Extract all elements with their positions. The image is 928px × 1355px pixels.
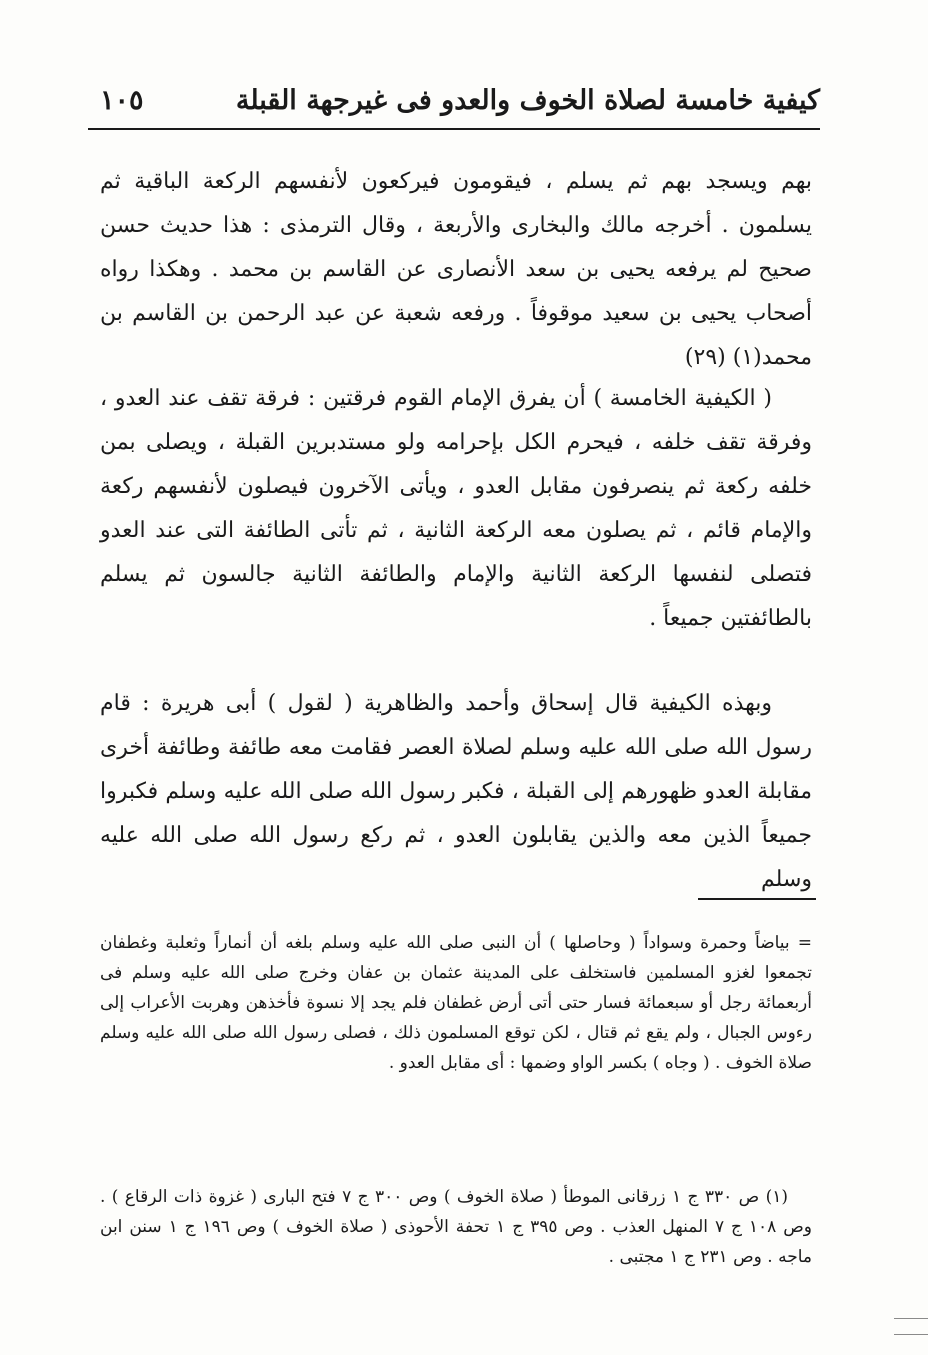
running-header xyxy=(92,78,820,122)
footnote-continued: = بياضاً وحمرة وسواداً ( وحاصلها ) أن النبى صلى الله عليه وسلم بلغه أن أنماراً وثعلبة وغطفان تجمعوا لغزو المسلمين فاستخلف على المدينة عثمان بن عفان وخرج صلى الله عليه وسلم فى أربعمائة رجل أو سبعمائة فسار حتى أتى أرض غطفان فلم يجد إلا نسوة فأخذهن وهربت الأعراب إلى رءوس الجبال ، ولم يقع ثم قتال ، لكن توقع المسلمون ذلك ، فصلى رسول الله صلى الله عليه وسلم صلاة الخوف . ( وجاه ) بكسر الواو وضمها : أى مقابل العدو . xyxy=(100,933,812,1073)
footnote-separator xyxy=(698,898,816,900)
header-rule xyxy=(88,128,820,130)
paragraph-2: ( الكيفية الخامسة ) أن يفرق الإمام القوم فرقتين : فرقة تقف عند العدو ، وفرقة تقف خلفه ، فيحرم الكل بإحرامه ولو مستدبرين القبلة ، ويصلى بمن خلفه ركعة ثم ينصرفون مقابل العدو ، ويأتى الآخرون فيصلون لأنفسهم ركعة والإمام قائم ، ثم يصلون معه الركعة الثانية ، ثم تأتى الطائفة التى عند العدو فتصلى لنفسها الركعة الثانية والإمام والطائفة الثانية جالسون ثم يسلم بالطائفتين جميعاً . xyxy=(100,386,812,631)
footnote-1: (١) ص ٣٣٠ ج ١ زرقانى الموطأ ( صلاة الخوف ) وص ٣٠٠ ج ٧ فتح البارى ( غزوة ذات الرقاع ) . وص ١٠٨ ج ٧ المنهل العذب . وص ٣٩٥ ج ١ تحفة الأحوذى ( صلاة الخوف ) وص ١٩٦ ج ١ سنن ابن ماجه . وص ٢٣١ ج ١ مجتبى . xyxy=(100,1187,813,1267)
scan-edge-mark xyxy=(894,1318,928,1319)
page-number: ١٠٥ xyxy=(100,84,144,116)
running-header-title: كيفية خامسة لصلاة الخوف والعدو فى غيرجهة القبلة xyxy=(235,84,820,116)
paragraph-1: بهم ويسجد بهم ثم يسلم ، فيقومون فيركعون لأنفسهم الركعة الباقية ثم يسلمون . أخرجه مالك والبخارى والأربعة ، وقال الترمذى : هذا حديث حسن صحيح لم يرفعه يحيى بن سعد الأنصارى عن القاسم بن محمد . وهكذا رواه أصحاب يحيى بن سعيد موقوفاً . ورفعه شعبة عن عبد الرحمن بن القاسم بن محمد(١) (٢٩) xyxy=(100,169,812,370)
scan-edge-mark xyxy=(894,1334,928,1335)
paragraph-3: وبهذه الكيفية قال إسحاق وأحمد والظاهرية ( لقول ) أبى هريرة : قام رسول الله صلى الله عليه وسلم لصلاة العصر فقامت معه طائفة وطائفة أخرى مقابلة العدو ظهورهم إلى القبلة ، فكبر رسول الله صلى الله عليه وسلم فكبروا جميعاً الذين معه والذين يقابلون العدو ، ثم ركع رسول الله صلى الله عليه وسلم xyxy=(100,691,812,892)
